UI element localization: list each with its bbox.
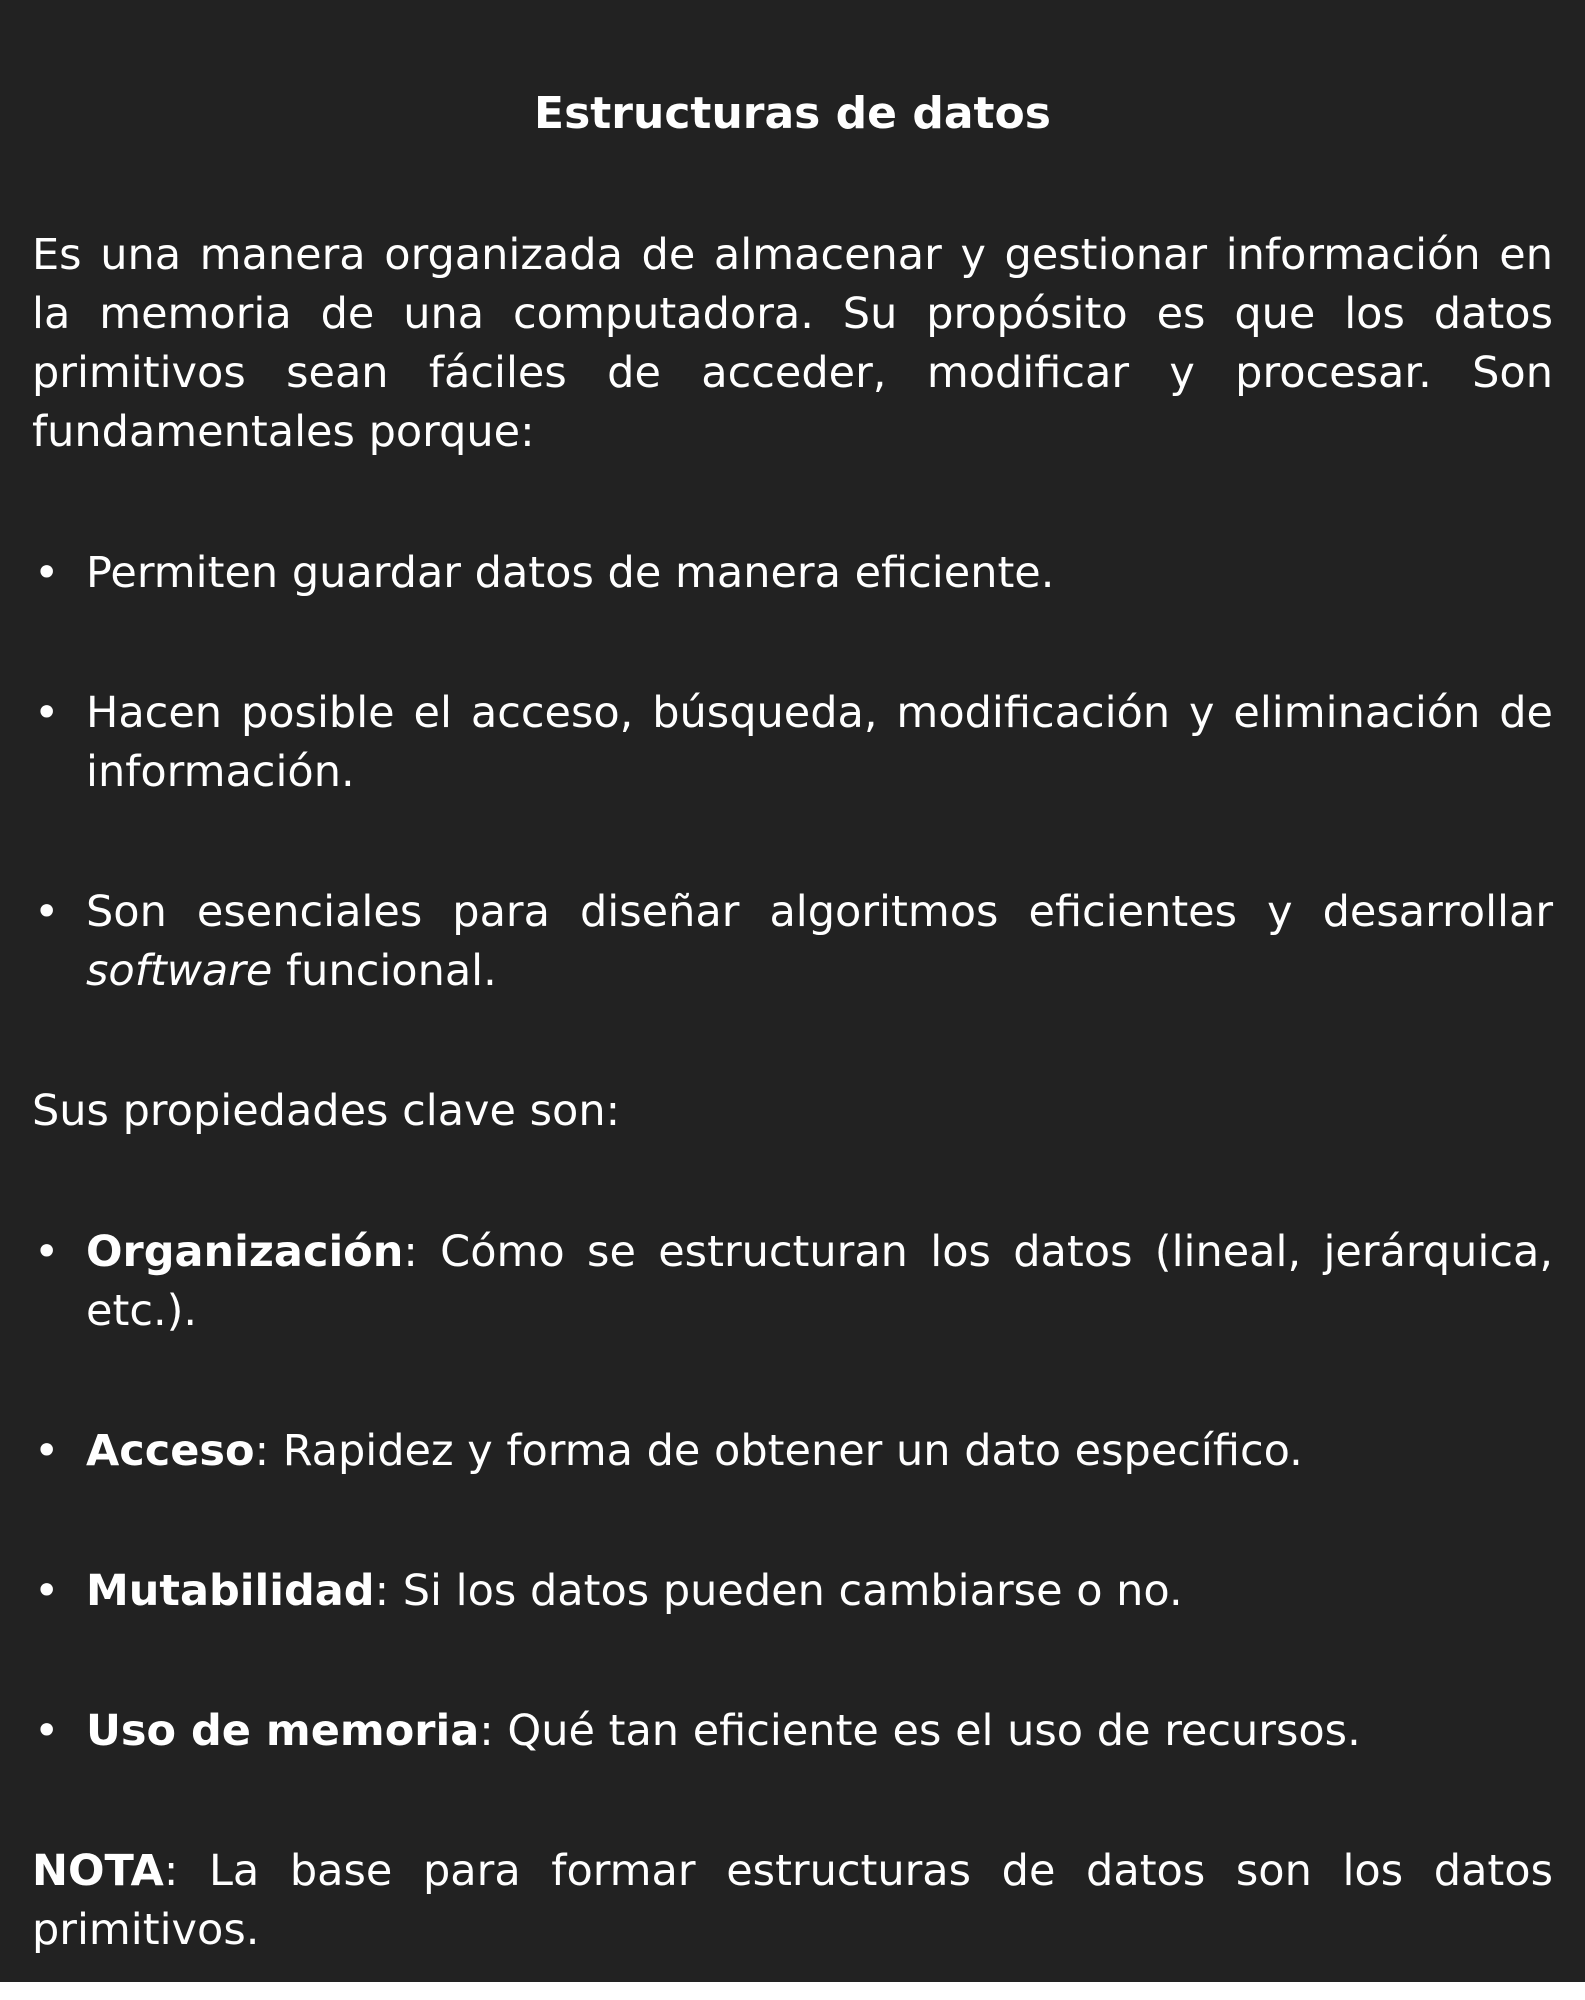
reason-text-start: Son esenciales para diseñar algoritmos eficientes y desarrollar [86, 887, 1553, 937]
properties-intro: Sus propiedades clave son: [32, 1086, 621, 1136]
reason-text: Permiten guardar datos de manera eficiente. [86, 548, 1055, 598]
list-item [32, 883, 1553, 1001]
reason-text: Hacen posible el acceso, búsqueda, modificación y eliminación de información. [86, 688, 1553, 797]
bullet-icon: • [34, 548, 60, 598]
list-item [32, 1562, 1553, 1621]
list-item [32, 1702, 1553, 1761]
bullet-icon: • [34, 887, 60, 937]
list-item [32, 1422, 1553, 1481]
property-description: : Si los datos pueden cambiarse o no. [374, 1566, 1183, 1616]
property-term: Mutabilidad [86, 1566, 375, 1616]
bullet-icon: • [34, 1426, 60, 1476]
property-term: Acceso [86, 1426, 255, 1476]
property-description: : Qué tan eficiente es el uso de recursos. [479, 1706, 1361, 1756]
reasons-list [32, 544, 1553, 1001]
property-term: Uso de memoria [86, 1706, 480, 1756]
page-title: Estructuras de datos [534, 88, 1051, 139]
list-item [32, 684, 1553, 802]
list-item [32, 544, 1553, 603]
bullet-icon: • [34, 1227, 60, 1277]
note-paragraph [32, 1842, 1553, 1960]
bullet-icon: • [34, 688, 60, 738]
note-text: : La base para formar estructuras de datos son los datos primitivos. [32, 1846, 1553, 1955]
reason-text-end: funcional. [272, 946, 497, 996]
property-term: Organización [86, 1227, 404, 1277]
intro-paragraph: Es una manera organizada de almacenar y gestionar información en la memoria de una computadora. Su propósito es que los datos primitivos sean fáciles de acceder, modificar y procesar. Son fundamentales porque: [32, 230, 1553, 457]
bullet-icon: • [34, 1706, 60, 1756]
property-description: : Rapidez y forma de obtener un dato específico. [254, 1426, 1303, 1476]
note-label: NOTA [32, 1846, 164, 1896]
bullet-icon: • [34, 1566, 60, 1616]
property-description: : Cómo se estructuran los datos (lineal, jerárquica, etc.). [86, 1227, 1553, 1336]
list-item [32, 1223, 1553, 1341]
properties-list [32, 1223, 1553, 1761]
reason-italic-term: software [86, 946, 273, 996]
